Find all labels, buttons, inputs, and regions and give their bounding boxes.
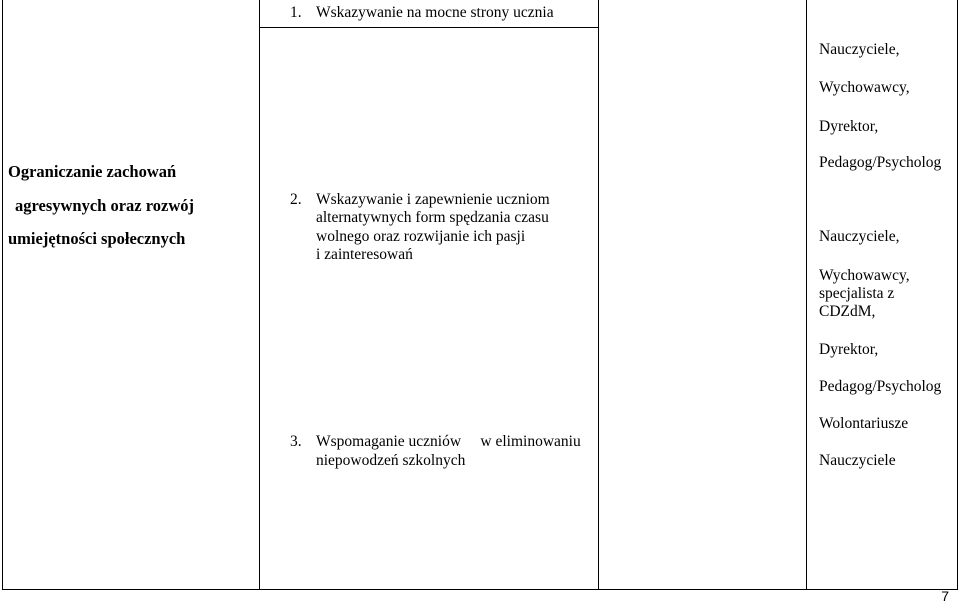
- area-line-2: agresywnych oraz rozwój: [15, 196, 195, 215]
- task-3-line-1: Wspomaganie uczniów w eliminowaniu: [316, 433, 581, 450]
- responsible-2-2: Wychowawcy,: [819, 267, 910, 284]
- responsible-2-4: CDZdM,: [819, 303, 876, 320]
- responsible-1-4: Pedagog/Psycholog: [819, 154, 942, 171]
- responsible-3-1: Wolontariusze: [819, 415, 909, 432]
- task-2-line-2: alternatywnych form spędzania czasu: [316, 209, 549, 226]
- task-2-line-1: Wskazywanie i zapewnienie uczniom: [316, 191, 550, 208]
- program-table: [2, 0, 957, 590]
- responsible-2-6: Pedagog/Psycholog: [819, 378, 942, 395]
- row-divider-top: [259, 27, 598, 28]
- table-border-bottom: [2, 589, 958, 590]
- area-line-1: Ograniczanie zachowań: [8, 162, 177, 181]
- task-2-line-4: i zainteresowań: [316, 246, 413, 263]
- task-3-number: 3.: [290, 433, 302, 450]
- task-2-line-3: wolnego oraz rozwijanie ich pasji: [316, 228, 526, 245]
- responsible-2-5: Dyrektor,: [819, 341, 879, 358]
- area-line-3: umiejętności społecznych: [8, 229, 186, 248]
- column-divider-3: [806, 0, 807, 590]
- task-3-line-2: niepowodzeń szkolnych: [316, 452, 466, 469]
- column-divider-1: [259, 0, 260, 590]
- responsible-1-1: Nauczyciele,: [819, 41, 900, 58]
- task-1-number: 1.: [290, 4, 302, 21]
- responsible-1-3: Dyrektor,: [819, 118, 879, 135]
- responsible-2-1: Nauczyciele,: [819, 228, 900, 245]
- task-1-line-1: Wskazywanie na mocne strony ucznia: [316, 4, 554, 21]
- responsible-3-2: Nauczyciele: [819, 452, 896, 469]
- table-border-left: [2, 0, 3, 590]
- responsible-1-2: Wychowawcy,: [819, 79, 910, 96]
- column-divider-2: [598, 0, 599, 590]
- task-2-number: 2.: [290, 191, 302, 208]
- responsible-2-3: specjalista z: [819, 285, 895, 302]
- table-border-right: [957, 0, 958, 590]
- page-number: 7: [941, 588, 949, 604]
